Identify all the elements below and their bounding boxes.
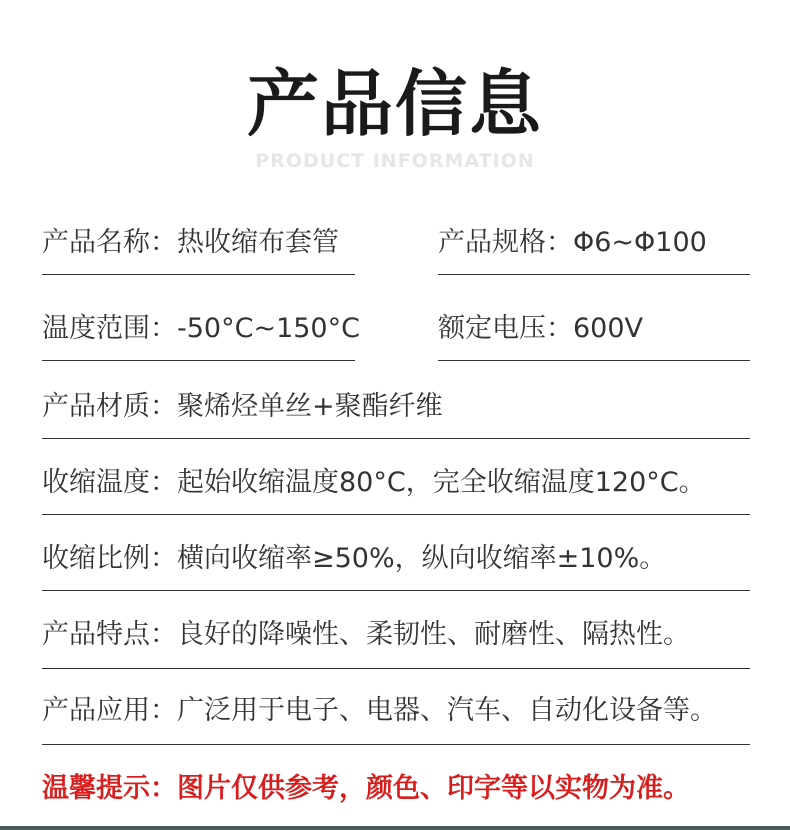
divider [42, 668, 750, 669]
spec-product-name: 产品名称：热收缩布套管 [42, 227, 339, 258]
spec-shrink-ratio: 收缩比例：横向收缩率≥50%，纵向收缩率±10%。 [42, 543, 667, 574]
spec-temperature-range: 温度范围：-50°C~150°C [42, 313, 360, 344]
spec-rated-voltage: 额定电压：600V [438, 313, 644, 344]
divider [42, 590, 750, 591]
divider [42, 274, 355, 275]
spec-material: 产品材质：聚烯烃单丝+聚酯纤维 [42, 391, 443, 422]
divider [438, 274, 750, 275]
reminder-note: 温馨提示：图片仅供参考，颜色、印字等以实物为准。 [42, 773, 690, 804]
page-subtitle: PRODUCT INFORMATION [255, 150, 535, 172]
divider [438, 360, 750, 361]
spec-applications: 产品应用：广泛用于电子、电器、汽车、自动化设备等。 [42, 695, 717, 726]
divider [42, 438, 750, 439]
spec-features: 产品特点：良好的降噪性、柔韧性、耐磨性、隔热性。 [42, 619, 690, 650]
divider [42, 360, 355, 361]
divider [42, 744, 750, 745]
divider [42, 514, 750, 515]
spec-product-size: 产品规格：Φ6~Φ100 [438, 227, 707, 258]
page-title: 产品信息 [246, 62, 543, 146]
bottom-bar [0, 826, 790, 830]
spec-shrink-temperature: 收缩温度：起始收缩温度80°C，完全收缩温度120°C。 [42, 467, 706, 498]
